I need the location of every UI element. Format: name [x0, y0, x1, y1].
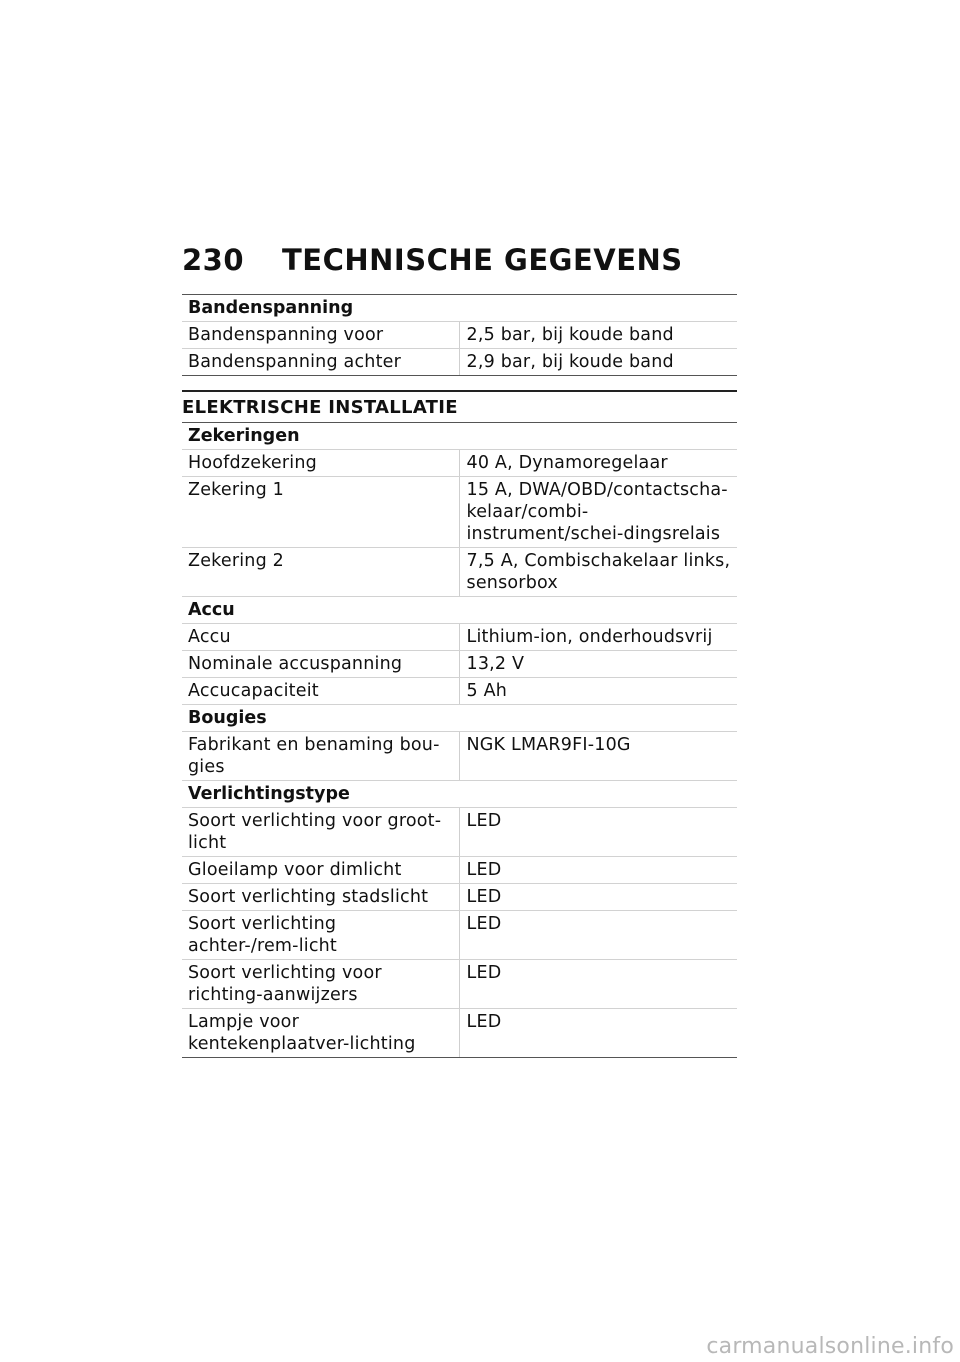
row-value: 5 Ah	[459, 678, 737, 705]
row-label: Soort verlichting voor richting-aanwijzers	[182, 960, 459, 1009]
row-label: Zekering 1	[182, 477, 459, 548]
table-heading-row	[182, 597, 737, 624]
table-row	[182, 349, 737, 376]
row-value: 7,5 A, Combischakelaar links, sensorbox	[459, 548, 737, 597]
row-value: 15 A, DWA/OBD/contactscha-kelaar/combi-instrument/schei-dingsrelais	[459, 477, 737, 548]
table-heading-row	[182, 423, 737, 450]
row-value: LED	[459, 960, 737, 1009]
page-number: 230	[182, 243, 245, 277]
table-row	[182, 651, 737, 678]
page-title: TECHNISCHE GEGEVENS	[282, 243, 683, 277]
section-title: ELEKTRISCHE INSTALLATIE	[182, 397, 458, 418]
row-value: LED	[459, 808, 737, 857]
table-row	[182, 450, 737, 477]
row-label: Soort verlichting stadslicht	[182, 884, 459, 911]
tire-pressure-table	[182, 294, 737, 376]
content	[182, 294, 737, 1058]
tire-pressure-heading: Bandenspanning	[182, 295, 737, 322]
table-row	[182, 960, 737, 1009]
table-row	[182, 732, 737, 781]
row-value: Lithium-ion, onderhoudsvrij	[459, 624, 737, 651]
table-row	[182, 322, 737, 349]
row-value: 2,5 bar, bij koude band	[459, 322, 737, 349]
row-value: LED	[459, 884, 737, 911]
row-value: 2,9 bar, bij koude band	[459, 349, 737, 376]
row-label: Soort verlichting voor groot-licht	[182, 808, 459, 857]
table-heading-row	[182, 781, 737, 808]
row-label: Fabrikant en benaming bou-gies	[182, 732, 459, 781]
table-heading-row	[182, 705, 737, 732]
row-value: 13,2 V	[459, 651, 737, 678]
row-value: LED	[459, 857, 737, 884]
table-row	[182, 808, 737, 857]
table-heading-row	[182, 295, 737, 322]
page-header	[182, 243, 683, 277]
table-row	[182, 884, 737, 911]
row-label: Nominale accuspanning	[182, 651, 459, 678]
row-value: 40 A, Dynamoregelaar	[459, 450, 737, 477]
fuses-heading: Zekeringen	[182, 423, 737, 450]
table-row	[182, 1009, 737, 1058]
row-label: Accucapaciteit	[182, 678, 459, 705]
row-label: Soort verlichting achter-/rem-licht	[182, 911, 459, 960]
row-label: Gloeilamp voor dimlicht	[182, 857, 459, 884]
battery-heading: Accu	[182, 597, 737, 624]
table-row	[182, 548, 737, 597]
table-row	[182, 857, 737, 884]
row-value: LED	[459, 1009, 737, 1058]
row-label: Lampje voor kentekenplaatver-lichting	[182, 1009, 459, 1058]
row-value: LED	[459, 911, 737, 960]
row-label: Hoofdzekering	[182, 450, 459, 477]
row-label: Zekering 2	[182, 548, 459, 597]
spark-plugs-heading: Bougies	[182, 705, 737, 732]
watermark-text: carmanualsonline.info	[706, 1334, 954, 1359]
row-label: Bandenspanning achter	[182, 349, 459, 376]
row-label: Accu	[182, 624, 459, 651]
electrical-table	[182, 422, 737, 1058]
row-value: NGK LMAR9FI-10G	[459, 732, 737, 781]
row-label: Bandenspanning voor	[182, 322, 459, 349]
table-row	[182, 624, 737, 651]
lighting-heading: Verlichtingstype	[182, 781, 737, 808]
table-row	[182, 477, 737, 548]
table-row	[182, 911, 737, 960]
table-row	[182, 678, 737, 705]
